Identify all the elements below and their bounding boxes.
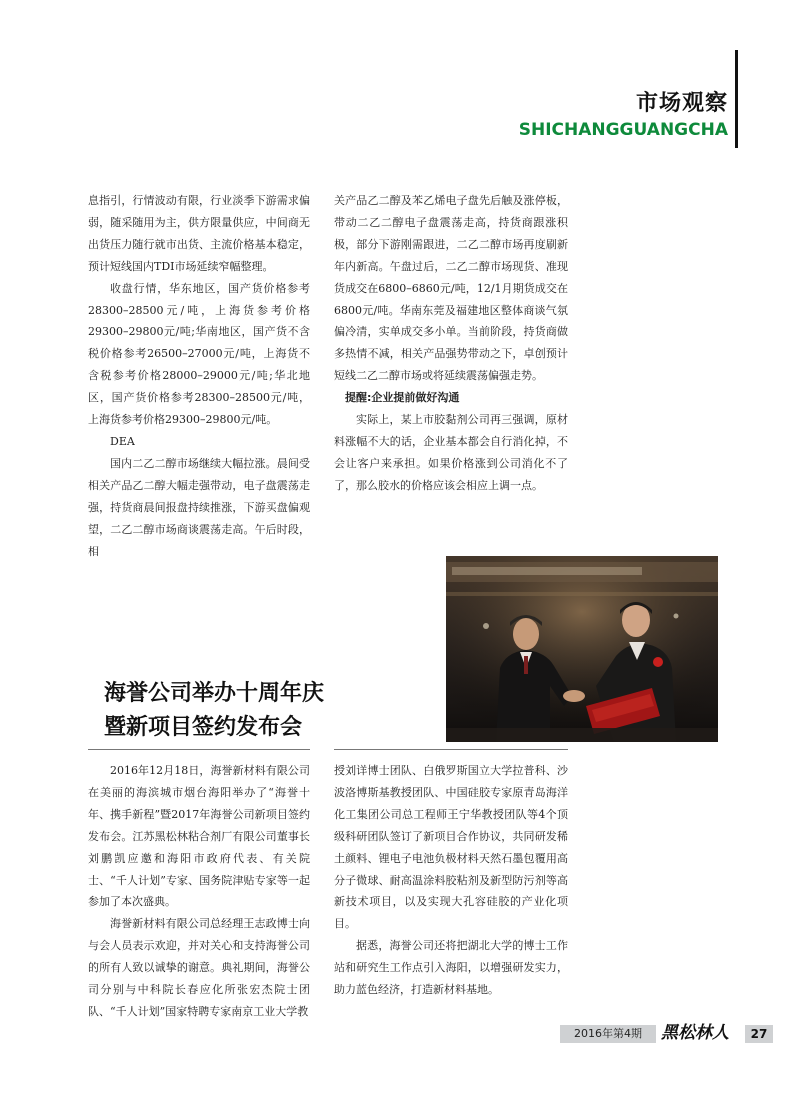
paragraph: 国内二乙二醇市场继续大幅拉涨。晨间受相关产品乙二醇大幅走强带动，电子盘震荡走强，持货商晨间报盘持续推涨，下游买盘偏观望，二乙二醇市场商谈震荡走高。午后时段，相	[88, 456, 310, 558]
issue-label: 2016年第4期	[560, 1025, 656, 1043]
market-article-col2	[334, 190, 568, 497]
paragraph: 2016年12月18日，海誉新材料有限公司在美丽的海滨城市烟台海阳举办了“海誉十年、携手新程”暨2017年海誉公司新项目签约发布会。江苏黑松林粘合剂厂有限公司董事长刘鹏凯应邀和海阳市政府代表、有关院士、“千人计划”专家、国务院津贴专家等一起参加了本次盛典。	[88, 764, 310, 909]
paragraph: 实际上，某上市胶黏剂公司再三强调，原材料涨幅不大的话，企业基本都会自行消化掉，不会让客户来承担。如果价格涨到公司消化不了了，那么胶水的价格应该会相应上调一点。	[334, 413, 568, 492]
subheading: DEA	[110, 434, 135, 448]
header-divider	[735, 50, 738, 148]
news-article-col1	[88, 760, 310, 1023]
subheading: 提醒:企业提前做好沟通	[345, 391, 460, 405]
news-headline	[104, 677, 404, 745]
section-title: 市场观察	[635, 91, 728, 116]
paragraph: 息指引，行情波动有限，行业淡季下游需求偏弱，随采随用为主，供方限量供应，中间商无出货压力随行就市出货、主流价格基本稳定，预计短线国内TDI市场延续窄幅整理。	[88, 194, 310, 273]
paragraph: 授刘详博士团队、白俄罗斯国立大学拉普科、沙波洛博斯基教授团队、中国硅胶专家原青岛海洋化工集团公司总工程师王宁华教授团队等4个顶级科研团队签订了新项目合作协议，共同研发稀土颜料、锂电子电池负极材料天然石墨包覆用高分子微球、耐高温涂料胶粘剂及新型防污剂等高新技术项目，以及实现大孔容硅胶的产业化项目。	[334, 764, 568, 931]
signing-ceremony-photo	[446, 556, 718, 742]
news-article-col2	[334, 760, 568, 1001]
paragraph: 收盘行情，华东地区，国产货价格参考28300–28500元/吨，上海货参考价格29300–29800元/吨;华南地区，国产货不含税价格参考26500–27000元/吨，上海货不含税参考价格28000–29000元/吨;华北地区，国产货价格参考28300–28500元/吨，上海货参考价格29300–29800元/吨。	[88, 281, 310, 427]
headline-line2: 暨新项目签约发布会	[104, 715, 303, 740]
section-pinyin: SHICHANGGUANGCHA	[518, 120, 728, 140]
magazine-logo: 黑松林人	[661, 1023, 729, 1043]
page-number: 27	[745, 1025, 773, 1043]
headline-rule-left	[88, 749, 310, 750]
headline-rule-right	[334, 749, 568, 750]
headline-line1: 海誉公司举办十周年庆	[104, 681, 325, 706]
paragraph: 据悉，海誉公司还将把湖北大学的博士工作站和研究生工作点引入海阳，以增强研发实力，助力蓝色经济，打造新材料基地。	[334, 939, 568, 997]
market-article-col1	[88, 190, 310, 562]
paragraph: 关产品乙二醇及苯乙烯电子盘先后触及涨停板，带动二乙二醇电子盘震荡走高，持货商跟涨积极，部分下游刚需跟进，二乙二醇市场再度刷新年内新高。午盘过后，二乙二醇市场现货、准现货成交在6800–6860元/吨，12/1月期货成交在6800元/吨。华南东莞及福建地区整体商谈气氛偏冷清，实单成交多小单。当前阶段，持货商做多热情不减，相关产品强势带动之下，卓创预计短线二乙二醇市场或将延续震荡偏强走势。	[334, 194, 568, 383]
paragraph: 海誉新材料有限公司总经理王志政博士向与会人员表示欢迎，并对关心和支持海誉公司的所有人致以诚挚的谢意。典礼期间，海誉公司分别与中科院长春应化所张宏杰院士团队、“千人计划”国家特聘专家南京工业大学教	[88, 917, 310, 1018]
